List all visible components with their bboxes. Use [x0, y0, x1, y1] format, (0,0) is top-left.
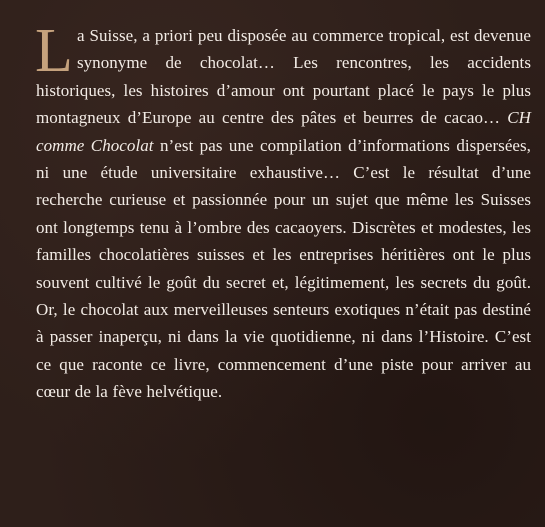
drop-cap-letter: L [35, 17, 73, 85]
blurb-text-part-2: n’est pas une compilation d’informations dispersées, ni une étude universitaire exhaustive… C’est le résultat d’une recherche curieuse et passionnée pour un sujet que même les Suisses ont longtemps tenu à l’ombre des cacaoyers. Discrètes et modestes, les familles chocolatières suisses et les entreprises héritières ont le plus souvent cultivé le goût du secret et, légitimement, les secrets du goût. Or, le chocolat aux merveilleuses senteurs exotiques n’était pas destiné à passer inaperçu, ni dans la vie quotidienne, ni dans l’Histoire. C’est ce que raconte ce livre, commencement d’une piste pour arriver au cœur de la fève helvétique. [36, 135, 531, 402]
book-title-italic: CH comme Chocolat [36, 108, 531, 155]
blurb-paragraph [35, 17, 531, 406]
blurb-text-part-1: a Suisse, a priori peu disposée au commerce tropical, est devenue synonyme de chocolat… Les rencontres, les accidents historiques, les histoires d’amour ont pourtant placé le pays le plus montagneux d’Europe au centre des pâtes et beurres de cacao… [36, 26, 531, 128]
